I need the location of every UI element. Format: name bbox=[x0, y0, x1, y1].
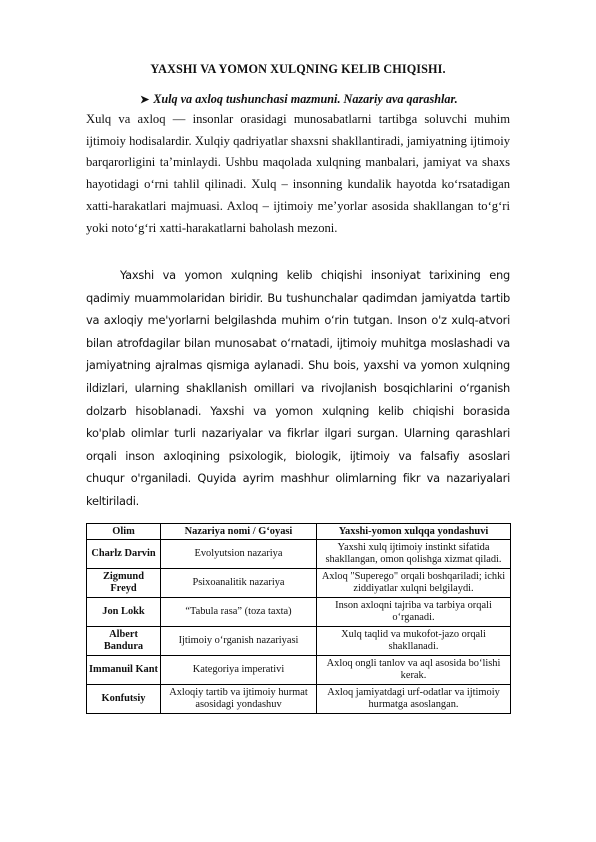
theory-cell: Psixoanalitik nazariya bbox=[161, 569, 317, 598]
table-header-row bbox=[87, 524, 511, 540]
theories-table bbox=[86, 523, 511, 714]
scientist-cell: Immanuil Kant bbox=[87, 656, 161, 685]
table-row bbox=[87, 627, 511, 656]
column-header-theory: Nazariya nomi / G‘oyasi bbox=[161, 524, 317, 540]
scientist-cell: Zigmund Freyd bbox=[87, 569, 161, 598]
arrow-bullet-icon: ➤ bbox=[140, 94, 150, 106]
document-title: YAXSHI VA YOMON XULQNING KELIB CHIQISHI. bbox=[150, 62, 446, 76]
theory-cell: Kategoriya imperativi bbox=[161, 656, 317, 685]
approach-cell: Xulq taqlid va mukofot-jazo orqali shakllanadi. bbox=[317, 627, 511, 656]
table-row bbox=[87, 598, 511, 627]
intro-paragraph: Xulq va axloq — insonlar orasidagi munosabatlarni tartibga soluvchi muhim ijtimoiy hodisalardir. Xulqiy qadriyatlar shaxsni shakllantiradi, jamiyatning ijtimoiy barqarorligini ta’minlaydi. Ushbu maqolada xulqning manbalari, jamiyat va shaxs hayotidagi o‘rni tahlil qilinadi. Xulq – insonning kundalik hayotda ko‘rsatadigan xatti-harakatlari majmuasi. Axloq – ijtimoiy me’yorlar asosida shakllangan to‘g‘ri yoki noto‘g‘ri xatti-harakatlarni baholash mezoni. bbox=[86, 112, 510, 235]
theory-cell: “Tabula rasa” (toza taxta) bbox=[161, 598, 317, 627]
column-header-approach: Yaxshi-yomon xulqqa yondashuvi bbox=[317, 524, 511, 540]
scientist-cell: Konfutsiy bbox=[87, 685, 161, 714]
scientist-cell: Jon Lokk bbox=[87, 598, 161, 627]
approach-cell: Inson axloqni tajriba va tarbiya orqali o‘rganadi. bbox=[317, 598, 511, 627]
section-heading bbox=[140, 92, 540, 107]
table-row bbox=[87, 685, 511, 714]
approach-cell: Axloq ongli tanlov va aql asosida bo‘lishi kerak. bbox=[317, 656, 511, 685]
theory-cell: Evolyutsion nazariya bbox=[161, 540, 317, 569]
scientist-cell: Charlz Darvin bbox=[87, 540, 161, 569]
approach-cell: Axloq "Superego" orqali boshqariladi; ichki ziddiyatlar xulqni belgilaydi. bbox=[317, 569, 511, 598]
table-row bbox=[87, 656, 511, 685]
body-paragraph: Yaxshi va yomon xulqning kelib chiqishi insoniyat tarixining eng qadimiy muammolaridan biridir. Bu tushunchalar qadimdan jamiyatda tartib va axloqiy me'yorlarni belgilashda muhim o‘rin tutgan. Inson o'z xulq-atvori bilan atrofdagilar bilan munosabat o‘rnatadi, ijtimoiy muhitga moslashadi va jamiyatning ajralmas qismiga aylanadi. Shu bois, yaxshi va yomon xulqning ildizlari, ularning shakllanish omillari va rivojlanish bosqichlarini o‘rganish dolzarb hisoblanadi. Yaxshi va yomon xulqning kelib chiqishi borasida ko'plab olimlar turli nazariyalar va fikrlar ilgari surgan. Ularning qarashlari orqali inson axloqining psixologik, biologik, ijtimoiy va falsafiy asoslari chuqur o'rganiladi. Quyida ayrim mashhur olimlarning fikr va nazariyalari keltiriladi. bbox=[86, 268, 510, 508]
approach-cell: Yaxshi xulq ijtimoiy instinkt sifatida shakllangan, omon qolishga xizmat qiladi. bbox=[317, 540, 511, 569]
table-row bbox=[87, 569, 511, 598]
approach-cell: Axloq jamiyatdagi urf-odatlar va ijtimoiy hurmatga asoslangan. bbox=[317, 685, 511, 714]
theory-cell: Axloqiy tartib va ijtimoiy hurmat asosidagi yondashuv bbox=[161, 685, 317, 714]
theory-cell: Ijtimoiy o‘rganish nazariyasi bbox=[161, 627, 317, 656]
column-header-scientist: Olim bbox=[87, 524, 161, 540]
scientist-cell: Albert Bandura bbox=[87, 627, 161, 656]
section-heading-text: Xulq va axloq tushunchasi mazmuni. Nazariy ava qarashlar. bbox=[153, 92, 458, 106]
table-row bbox=[87, 540, 511, 569]
